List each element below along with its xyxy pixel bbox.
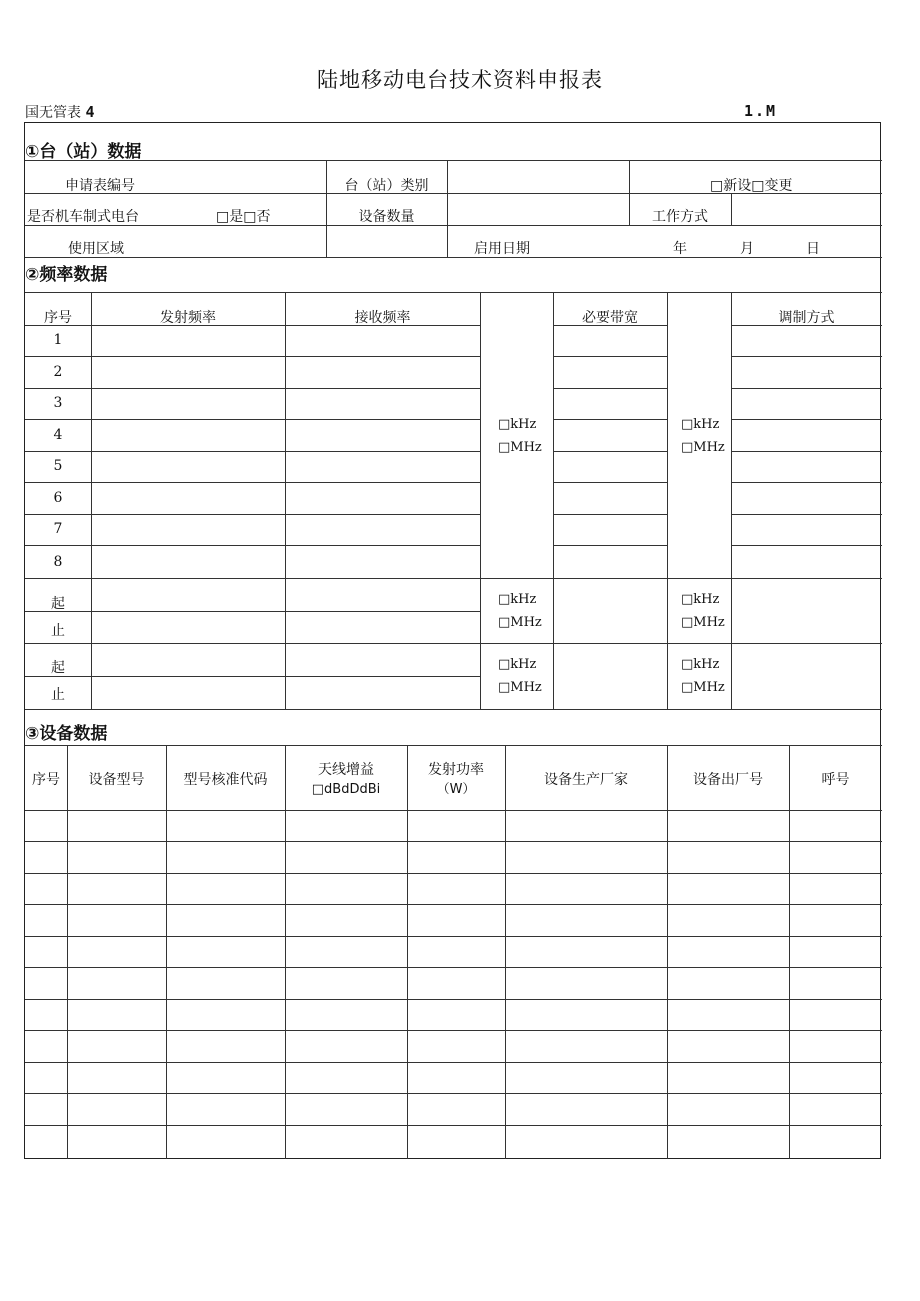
form-table (24, 122, 881, 1159)
divider (25, 643, 882, 644)
freq-row-number: 4 (53, 427, 63, 443)
equip-header-approval-code: 型号核准代码 (183, 772, 268, 788)
yes-no-checkbox[interactable]: □是□否 (216, 209, 271, 225)
work-mode-label: 工作方式 (652, 209, 708, 225)
equip-header-antenna-gain: 天线增益 (318, 762, 374, 778)
unit-checkbox-khz[interactable]: □kHz (498, 592, 537, 607)
range-stop-label: 止 (51, 687, 65, 703)
divider (447, 160, 448, 257)
divider (731, 193, 732, 225)
freq-row-number: 6 (53, 490, 63, 506)
divider (480, 292, 481, 709)
equip-header-tx-power: 发射功率 (428, 762, 484, 778)
section-station-title: ①台（站）数据 (25, 142, 142, 162)
freq-row-number: 7 (53, 521, 63, 537)
freq-row-number: 1 (53, 332, 63, 348)
equip-header-callsign: 呼号 (821, 772, 850, 788)
new-change-checkbox[interactable]: □新设□变更 (710, 178, 793, 194)
form-title: 陆地移动电台技术资料申报表 (317, 68, 603, 92)
divider (25, 292, 882, 293)
section-frequency-title: ②频率数据 (25, 265, 108, 285)
month-label: 月 (740, 241, 754, 257)
station-type-label: 台（站）类别 (344, 178, 429, 194)
form-version: 1.M (744, 102, 778, 120)
unit-checkbox-khz[interactable]: □kHz (681, 417, 720, 432)
divider (25, 193, 882, 194)
freq-header-tx: 发射频率 (160, 310, 216, 326)
unit-checkbox-mhz[interactable]: □MHz (681, 680, 725, 695)
equip-header-seq: 序号 (32, 772, 60, 788)
unit-checkbox-mhz[interactable]: □MHz (498, 615, 542, 630)
freq-row-number: 3 (53, 395, 63, 411)
freq-row-number: 2 (53, 364, 63, 380)
freq-header-seq: 序号 (44, 310, 72, 326)
equip-header-tx-power-unit: （W） (436, 782, 476, 797)
gain-unit-checkbox[interactable]: □dBdDdBi (311, 782, 381, 797)
unit-checkbox-mhz[interactable]: □MHz (498, 440, 542, 455)
section-equipment-title: ③设备数据 (25, 724, 108, 744)
divider (553, 292, 554, 709)
range-start-label: 起 (51, 660, 65, 676)
unit-checkbox-khz[interactable]: □kHz (498, 657, 537, 672)
unit-checkbox-khz[interactable]: □kHz (681, 592, 720, 607)
unit-checkbox-mhz[interactable]: □MHz (498, 680, 542, 695)
divider (25, 257, 882, 258)
locomotive-label: 是否机车制式电台 (27, 209, 139, 225)
freq-row-number: 8 (53, 554, 63, 570)
unit-checkbox-mhz[interactable]: □MHz (681, 440, 725, 455)
year-label: 年 (673, 241, 687, 257)
divider (25, 160, 882, 161)
app-no-label: 申请表编号 (65, 178, 135, 194)
divider (285, 292, 286, 709)
day-label: 日 (806, 241, 820, 257)
equip-header-model: 设备型号 (88, 772, 145, 788)
form-number: 国无管表 4 (25, 103, 95, 121)
area-label: 使用区域 (68, 241, 124, 257)
divider (25, 709, 882, 710)
freq-header-modulation: 调制方式 (778, 310, 835, 326)
freq-header-rx: 接收频率 (354, 310, 411, 326)
freq-header-bandwidth: 必要带宽 (582, 310, 638, 326)
divider (25, 578, 882, 579)
unit-checkbox-khz[interactable]: □kHz (681, 657, 720, 672)
unit-checkbox-khz[interactable]: □kHz (498, 417, 537, 432)
divider (731, 292, 732, 709)
equip-qty-label: 设备数量 (358, 209, 415, 225)
range-stop-label: 止 (51, 623, 65, 639)
divider (25, 225, 882, 226)
divider (91, 292, 92, 709)
equip-header-manufacturer: 设备生产厂家 (544, 772, 628, 788)
freq-row-number: 5 (53, 458, 63, 474)
divider (667, 292, 668, 709)
unit-checkbox-mhz[interactable]: □MHz (681, 615, 725, 630)
equip-header-serial: 设备出厂号 (693, 772, 763, 788)
start-date-label: 启用日期 (474, 241, 530, 257)
range-start-label: 起 (51, 596, 65, 612)
divider (25, 745, 882, 746)
